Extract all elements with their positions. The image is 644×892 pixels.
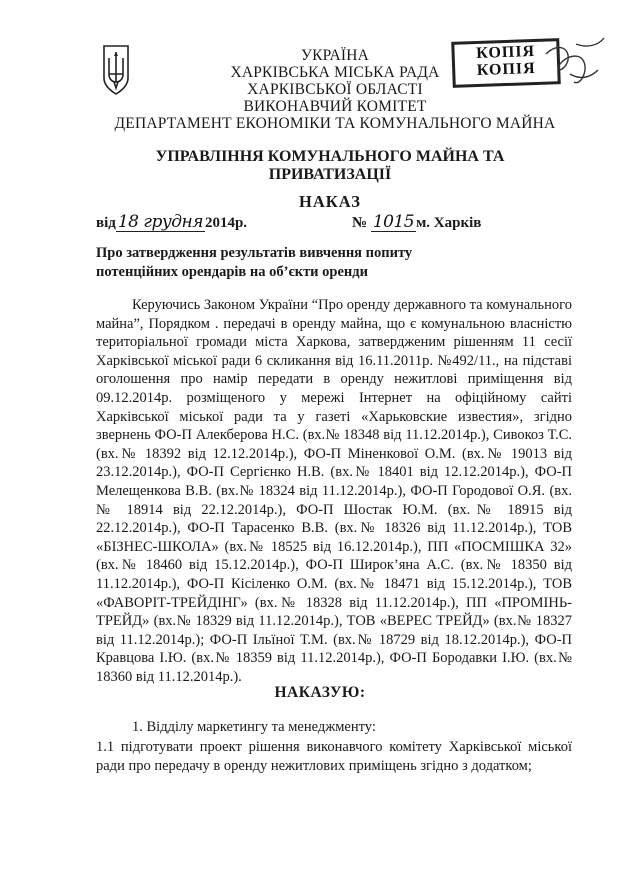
stamp-line-2: КОПІЯ <box>476 59 536 80</box>
order-preamble: Керуючись Законом України “Про оренду державного та комунального майна”, Порядком . передачі в оренду майна, що є комунальною власністю територіальної громади міста Харкова, затвердженим рішенням 11 сесії Харківської міської ради 6 скликання від 16.11.2011р. №492/11., на підставі оголошення про намір передати в оренду нежитлові приміщення від 09.12.2014р. розміщеного у мережі Інтернет на офіційному сайті Харківської міської ради та у газеті «Харьковские известия», згідно звернень ФО-П Алекберова Н.С. (вх.№ 18348 від 11.12.2014р.), Сивокоз Т.С. (вх.№ 18392 від 12.12.2014р.), ФО-П Міненкової О.М. (вх.№ 19013 від 23.12.2014р.), ФО-П Сергієнко Н.В. (вх.№ 18401 від 12.12.2014р.), ФО-П Мелещенкова В.В. (вх.№ 18324 від 11.12.2014р.), ФО-П Городової О.Я. (вх.№ 18914 від 22.12.2014р.), ФО-П Шостак Ю.М. (вх.№ 18915 від 22.12.2014р.), ФО-П Тарасенко В.В. (вх.№ 18326 від 11.12.2014р.), ТОВ «БІЗНЕС-ШКОЛА» (вх.№ 18525 від 16.12.2014р.), ПП «ПОСМІШКА 32» (вх.№ 18460 від 15.12.2014р.), ФО-П Широк’яна А.С. (вх.№ 18350 від 11.12.2014р.), ФО-П Кісіленко О.М. (вх.№ 18471 від 15.12.2014р.), ТОВ «ФАВОРІТ-ТРЕЙДІНГ» (вх.№ 18328 від 11.12.2014р.), ПП «ПРОМІНЬ-ТРЕЙД» (вх.№ 18329 від 11.12.2014р.), ТОВ «ВЕРЕС ТРЕЙД» (вх.№ 18327 від 11.12.2014р.); ФО-П Ільїної Т.М. (вх.№ 18729 від 18.12.2014р.), ФО-П Кравцова І.Ю. (вх.№ 18359 від 11.12.2014р.), ФО-П Бородавки І.Ю. (вх.№ 18360 від 11.12.2014р.). <box>96 297 572 685</box>
order-heading: НАКАЗУЮ: <box>274 684 366 701</box>
stamp-line-1: КОПІЯ <box>475 42 536 63</box>
department-title-line-2: ПРИВАТИЗАЦІЇ <box>268 166 392 183</box>
order-item-1: 1. Відділу маркетингу та менеджменту: <box>132 719 376 735</box>
date-number-line <box>96 213 536 235</box>
document-type-title: НАКАЗ <box>299 192 361 211</box>
header-region: ХАРКІВСЬКОЇ ОБЛАСТІ <box>247 81 423 98</box>
date-year: 2014р. <box>204 215 248 231</box>
number-prefix: № <box>352 215 368 231</box>
city-name: м. Харків <box>416 215 482 231</box>
date-prefix: від <box>96 215 116 231</box>
order-subject: Про затвердження результатів вивчення попиту потенційних орендарів на об’єкти оренди <box>96 245 413 280</box>
header-country: УКРАЇНА <box>300 47 370 64</box>
handwritten-number: 1015 <box>372 212 415 232</box>
header-executive-committee: ВИКОНАВЧИЙ КОМІТЕТ <box>243 98 427 115</box>
header-city-council: ХАРКІВСЬКА МІСЬКА РАДА <box>230 64 440 81</box>
handwritten-date: 18 грудня <box>117 212 203 232</box>
header-department: ДЕПАРТАМЕНТ ЕКОНОМІКИ ТА КОМУНАЛЬНОГО МАЙНА <box>114 115 556 132</box>
order-item-1-1: 1.1 підготувати проект рішення виконавчого комітету Харківської міської ради про передачу в оренду нежитлових приміщень згідно з додатком; <box>96 739 572 774</box>
department-title-line-1: УПРАВЛІННЯ КОМУНАЛЬНОГО МАЙНА ТА <box>155 148 505 165</box>
